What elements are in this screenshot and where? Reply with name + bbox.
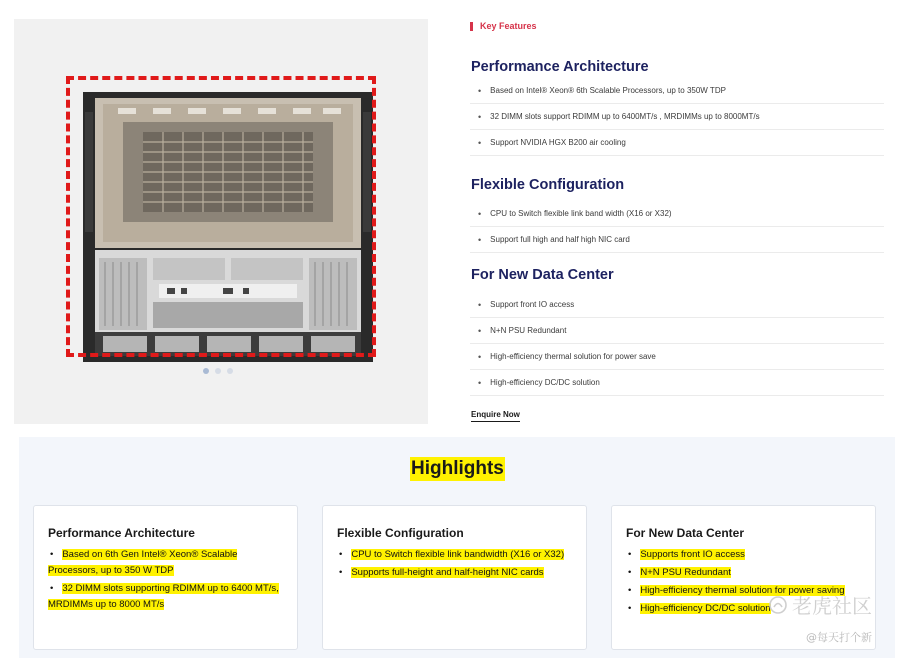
list-item: • 32 DIMM slots supporting RDIMM up to 6400 MT/s, MRDIMMs up to 8000 MT/s xyxy=(48,581,283,613)
card-title: Performance Architecture xyxy=(48,526,195,540)
list-item: • Based on 6th Gen Intel® Xeon® Scalable Processors, up to 350 W TDP xyxy=(48,547,283,579)
highlights-title: Highlights xyxy=(411,458,504,479)
highlight-card-performance xyxy=(33,505,298,650)
card-list xyxy=(337,547,572,581)
card-title: Flexible Configuration xyxy=(337,526,464,540)
highlight-card-flexible xyxy=(322,505,587,650)
list-item: • Support full high and half high NIC card xyxy=(470,227,884,253)
enquire-now-link[interactable]: Enquire Now xyxy=(471,410,520,422)
carousel-dot-3[interactable] xyxy=(227,368,233,374)
watermark-handle: @每天打个新 xyxy=(806,631,872,644)
highlights-section xyxy=(19,437,895,658)
list-item: • Based on Intel® Xeon® 6th Scalable Processors, up to 350W TDP xyxy=(470,78,884,104)
list-item: • Supports full-height and half-height NIC cards xyxy=(337,565,572,581)
feature-list-data-center xyxy=(470,292,884,396)
carousel-dots[interactable] xyxy=(203,368,233,374)
key-features-label: Key Features xyxy=(470,18,886,34)
section-title-performance: Performance Architecture xyxy=(471,59,649,75)
list-item: • 32 DIMM slots support RDIMM up to 6400MT/s , MRDIMMs up to 8000MT/s xyxy=(470,104,884,130)
product-image-panel xyxy=(14,19,428,424)
section-title-data-center: For New Data Center xyxy=(471,267,614,283)
card-list xyxy=(48,547,283,613)
list-item: • High-efficiency thermal solution for power saving xyxy=(626,583,861,599)
carousel-dot-1[interactable] xyxy=(203,368,209,374)
list-item: • Supports front IO access xyxy=(626,547,861,563)
tiger-logo-icon xyxy=(768,595,788,615)
carousel-dot-2[interactable] xyxy=(215,368,221,374)
section-title-flexible: Flexible Configuration xyxy=(471,177,625,193)
key-features-section xyxy=(470,18,886,419)
list-item: • Support NVIDIA HGX B200 air cooling xyxy=(470,130,884,156)
accent-bar-icon xyxy=(470,22,473,31)
list-item: • N+N PSU Redundant xyxy=(470,318,884,344)
list-item: • CPU to Switch flexible link bandwidth (X16 or X32) xyxy=(337,547,572,563)
feature-list-performance xyxy=(470,78,884,156)
list-item: • High-efficiency DC/DC solution xyxy=(626,601,861,617)
feature-list-flexible xyxy=(470,201,884,253)
list-item: • Support front IO access xyxy=(470,292,884,318)
list-item: • CPU to Switch flexible link band width (X16 or X32) xyxy=(470,201,884,227)
watermark-brand: 老虎社区 xyxy=(768,590,872,619)
card-title: For New Data Center xyxy=(626,526,745,540)
list-item: • N+N PSU Redundant xyxy=(626,565,861,581)
highlight-dashed-frame xyxy=(66,76,376,357)
list-item: • High-efficiency thermal solution for power save xyxy=(470,344,884,370)
list-item: • High-efficiency DC/DC solution xyxy=(470,370,884,396)
